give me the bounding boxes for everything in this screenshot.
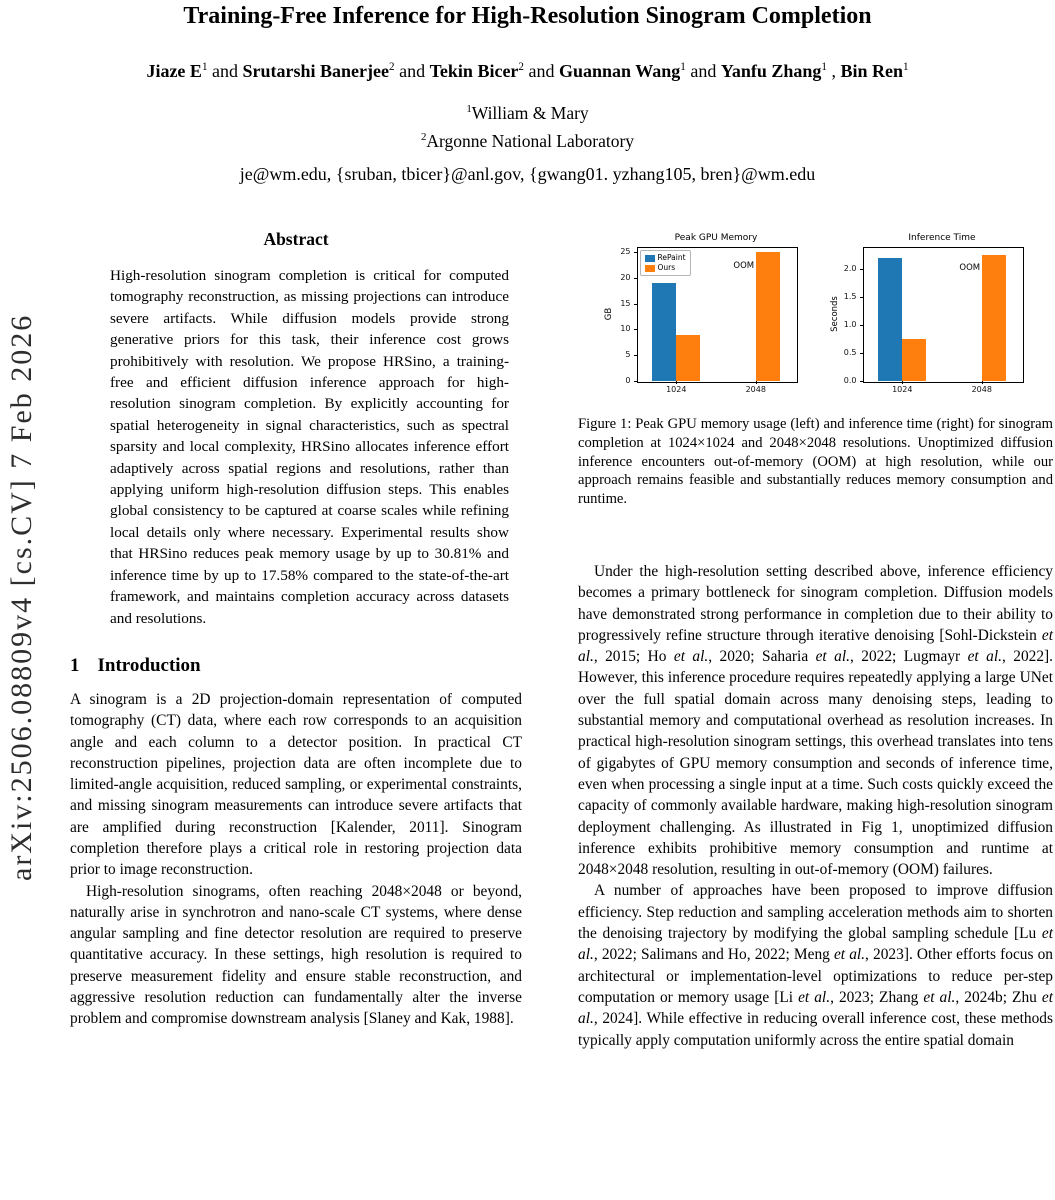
chart-inference-time [829, 231, 1029, 401]
chart-legend [640, 250, 691, 276]
y-tick-mark [634, 252, 637, 253]
author-affiliation-mark: 1 [902, 61, 909, 73]
chart-title: Peak GPU Memory [674, 233, 758, 243]
y-tick-label: 10 [620, 324, 631, 334]
author-affiliation-mark: 2 [518, 61, 524, 73]
affiliation-name: William & Mary [471, 103, 589, 123]
two-column-content [70, 229, 1053, 1051]
y-axis-label: Seconds [829, 296, 840, 332]
y-tick-label: 1.0 [843, 320, 857, 330]
oom-annotation: OOM [733, 261, 755, 272]
left-column [70, 229, 522, 1051]
y-tick-mark [860, 381, 863, 382]
bar-ours-2048 [756, 252, 780, 381]
author-affiliation-mark: 1 [680, 61, 686, 73]
legend-entry-ours [645, 263, 686, 273]
y-tick-label: 0.5 [843, 348, 857, 358]
y-tick-label: 15 [620, 298, 631, 308]
bar-repaint-1024 [878, 258, 902, 381]
x-tick-mark [676, 381, 677, 384]
y-tick-mark [634, 329, 637, 330]
affiliation-mark: 2 [420, 131, 427, 144]
affiliation-name: Argonne National Laboratory [426, 131, 635, 151]
affiliations [0, 99, 1055, 155]
author-affiliation-mark: 1 [201, 61, 208, 73]
author [721, 61, 841, 81]
intro-paragraph-1: A sinogram is a 2D projection-domain representation of computed tomography (CT) data, where each row corresponds to an acquisition angle and each column to a detector position. In practical CT reconstruction pipelines, projection data are often incomplete due to limited-angle acquisition, reduced sampling, or experimental constraints, and missing sinogram measurements can introduce severe artifacts that are amplified during reconstruction [Kalender, 2011]. Sinogram completion therefore plays a critical role in restoring projection data prior to image reconstruction. [70, 690, 522, 879]
bar-repaint-1024 [652, 283, 676, 381]
legend-swatch-icon [645, 265, 655, 272]
author [243, 61, 430, 81]
author-name: Jiaze E [146, 61, 202, 81]
y-tick-label: 5 [625, 350, 631, 360]
section-number: 1 [70, 654, 80, 676]
y-tick-mark [860, 325, 863, 326]
right-paragraph-1: Under the high-resolution setting described above, inference efficiency becomes a primary bottleneck for sinogram completion. Diffusion models have demonstrated strong performance in completion due to their ability to progressively refine structure through iterative denoising [Sohl-Dickstein et al., 2015; Ho et al., 2020; Saharia et al., 2022; Lugmayr et al., 2022]. However, this inference procedure requires repeatedly applying a large UNet over the full spatial domain across many denoising steps, leading to substantial memory and computational overhead as resolution increases. In practical high-resolution sinogram settings, this overhead translates into tens of gigabytes of GPU memory consumption and seconds of inference time, even when processing a single input at a time. Such costs quickly exceed the capacity of commonly available hardware, making high-resolution sinogram deployment challenging. As illustrated in Fig 1, unoptimized diffusion inference exhibits prohibitive memory consumption and runtime at 2048×2048 resolution, resulting in out-of-memory (OOM) failures. [578, 562, 1054, 879]
legend-label: Ours [657, 263, 676, 272]
y-tick-label: 25 [620, 247, 631, 257]
y-tick-mark [634, 381, 637, 382]
legend-label: RePaint [657, 253, 686, 262]
y-tick-mark [860, 269, 863, 270]
author [559, 61, 721, 81]
author-affiliation-mark: 2 [389, 61, 395, 73]
x-tick-label: 1024 [666, 385, 687, 394]
author-name: Tekin Bicer [429, 61, 519, 81]
author-separator: and [524, 61, 559, 81]
section-heading-introduction [70, 655, 522, 677]
arxiv-watermark: arXiv:2506.08809v4 [cs.CV] 7 Feb 2026 [5, 313, 38, 881]
author-name: Guannan Wang [559, 61, 681, 81]
legend-swatch-icon [645, 255, 655, 262]
x-tick-mark [982, 381, 983, 384]
intro-paragraph-2: High-resolution sinograms, often reaching 2048×2048 or beyond, naturally arise in synchrotron and nano-scale CT systems, where dense angular sampling and fine detector resolution are required to preserve quantitative accuracy. In these settings, high resolution is required to preserve measurement fidelity and ensure stable reconstruction, and aggressive resolution reduction can fundamentally alter the inverse problem and compromise downstream analysis [Slaney and Kak, 1988]. [70, 882, 522, 1028]
bar-ours-1024 [676, 335, 700, 381]
right-paragraph-2: A number of approaches have been proposed to improve diffusion efficiency. Step reduction and sampling acceleration methods aim to shorten the denoising trajectory by modifying the global sampling schedule [Lu et al., 2022; Salimans and Ho, 2022; Meng et al., 2023]. Other efforts focus on architectural or implementation-level optimizations to reduce per-step computation or memory usage [Li et al., 2023; Zhang et al., 2024b; Zhu et al., 2024]. While effective in reducing overall inference cost, these methods typically apply computation uniformly across the entire spatial domain [578, 882, 1053, 1049]
right-column [578, 229, 1053, 1051]
abstract-text: High-resolution sinogram completion is critical for computed tomography reconstruction, as missing projections can introduce severe artifacts. While diffusion models provide strong generative priors for this task, their inference cost grows prohibitively with resolution. We propose HRSino, a training-free and efficient diffusion inference approach for high-resolution sinogram completion. By explicitly accounting for spatial heterogeneity in signal characteristics, such as spectral sparsity and local complexity, HRSino allocates inference effort adaptively across spatial regions and resolutions, rather than applying uniform high-resolution diffusion steps. This enables global consistency to be captured at coarse scales while refining local details only where necessary. Experimental results show that HRSino reduces peak memory usage by up to 30.81% and inference time by up to 17.58% compared to the state-of-the-art framework, and maintains completion accuracy across datasets and resolutions. [110, 267, 509, 627]
x-tick-label: 1024 [892, 385, 913, 394]
y-tick-mark [634, 355, 637, 356]
legend-entry-repaint [645, 253, 686, 263]
y-tick-mark [634, 278, 637, 279]
affiliation-line [0, 127, 1055, 155]
author-separator: and [394, 61, 430, 81]
x-tick-label: 2048 [971, 385, 992, 394]
author-separator: , [826, 61, 841, 81]
author [430, 61, 559, 81]
bar-ours-2048 [982, 255, 1006, 381]
section-title: Introduction [97, 654, 201, 676]
author-separator: and [207, 61, 243, 81]
paper-title: Training-Free Inference for High-Resolution Sinogram Completion [183, 3, 872, 29]
author-separator: and [685, 61, 721, 81]
affiliation-line [0, 99, 1055, 127]
y-tick-mark [860, 353, 863, 354]
bar-ours-1024 [902, 339, 926, 381]
x-tick-mark [902, 381, 903, 384]
y-tick-mark [634, 304, 637, 305]
x-tick-mark [756, 381, 757, 384]
y-tick-label: 20 [620, 272, 631, 282]
author-affiliation-mark: 1 [821, 61, 827, 73]
author [840, 61, 908, 81]
author-name: Yanfu Zhang [720, 61, 822, 81]
y-tick-label: 2.0 [843, 264, 857, 274]
y-tick-label: 0.0 [843, 376, 857, 385]
email-line: je@wm.edu, {sruban, tbicer}@anl.gov, {gwang01. yzhang105, bren}@wm.edu [239, 164, 816, 184]
author [146, 61, 242, 81]
oom-annotation: OOM [959, 262, 981, 273]
y-tick-label: 1.5 [843, 292, 857, 302]
x-tick-label: 2048 [745, 385, 766, 394]
figure-1-charts [578, 231, 1053, 401]
chart-peak-gpu-memory [603, 231, 803, 401]
affiliation-mark: 1 [466, 103, 472, 116]
abstract-heading: Abstract [263, 229, 329, 249]
y-tick-mark [860, 297, 863, 298]
chart-title: Inference Time [908, 233, 976, 243]
figure-1-caption: Figure 1: Peak GPU memory usage (left) and inference time (right) for sinogram completion at 1024×1024 and 2048×2048 resolutions. Unoptimized diffusion inference encounters out-of-memory (OOM) at high resolution, while our approach remains feasible and substantially reduces memory consumption and runtime. [578, 416, 1053, 508]
y-tick-label: 0 [625, 376, 631, 385]
y-axis-label: GB [603, 307, 614, 321]
author-name: Bin Ren [840, 61, 903, 81]
author-line [83, 56, 973, 86]
author-name: Srutarshi Banerjee [242, 61, 389, 81]
